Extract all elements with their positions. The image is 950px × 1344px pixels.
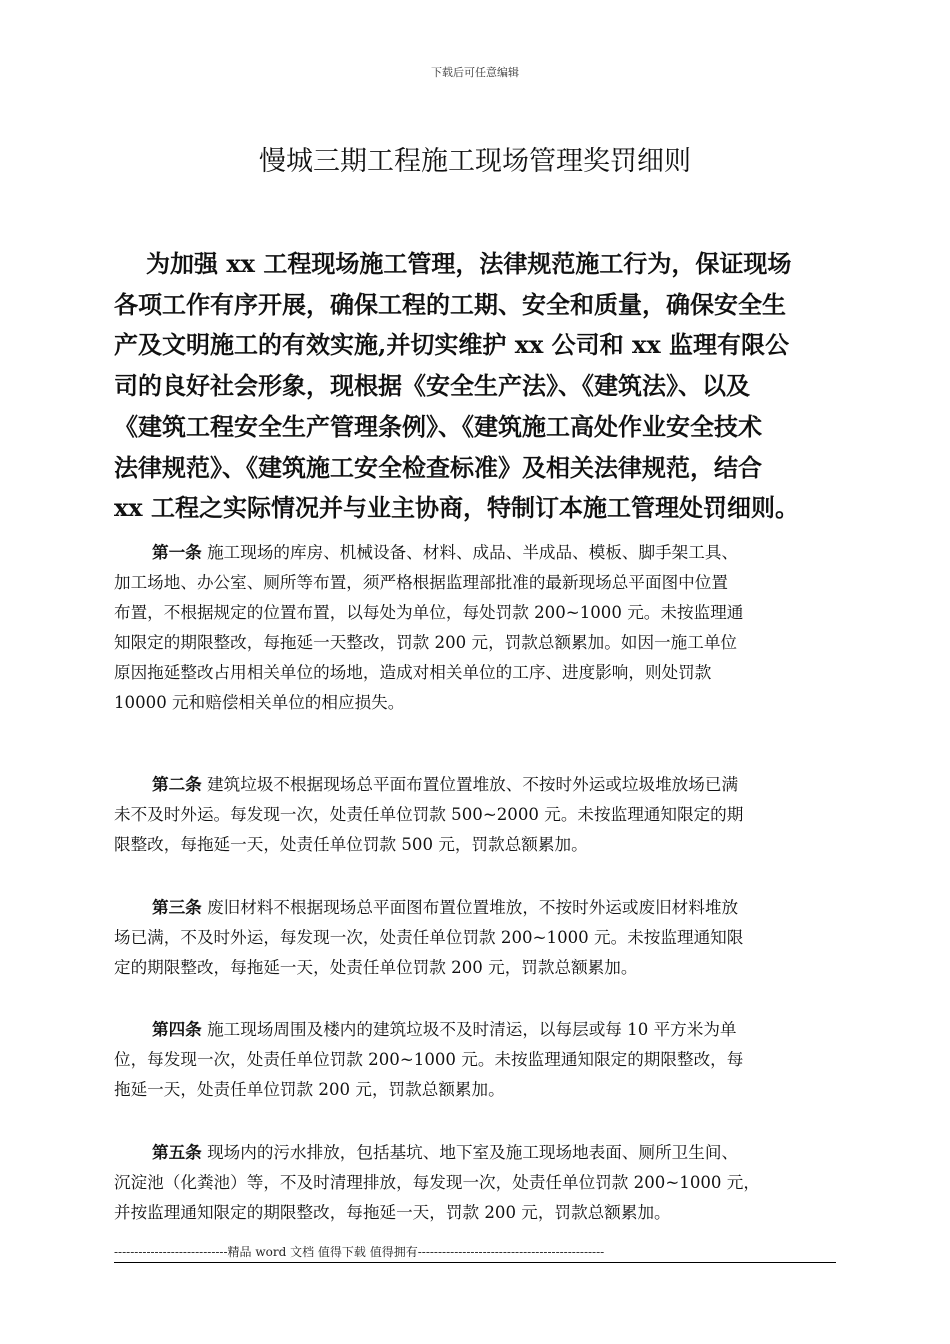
article-line <box>114 892 836 923</box>
article-1 <box>114 537 836 718</box>
intro-line: 为加强 xx 工程现场施工管理，法律规范施工行为，保证现场 <box>146 249 792 278</box>
article-line <box>114 1137 836 1168</box>
article-5 <box>114 1137 836 1228</box>
article-line: 拖延一天，处责任单位罚款 200 元，罚款总额累加。 <box>114 1080 505 1099</box>
article-label: 第三条 <box>152 897 202 917</box>
intro-line: xx 工程之实际情况并与业主协商，特制订本施工管理处罚细则。 <box>114 493 799 523</box>
article-4 <box>114 1014 836 1105</box>
footer-divider <box>114 1262 836 1263</box>
article-line: 未不及时外运。每发现一次，处责任单位罚款 500~2000 元。未按监理通知限定的期 <box>114 805 744 824</box>
article-line: 位，每发现一次，处责任单位罚款 200~1000 元。未按监理通知限定的期限整改，每 <box>114 1050 744 1069</box>
article-label: 第四条 <box>152 1019 202 1039</box>
article-text: 施工现场周围及楼内的建筑垃圾不及时清运，以每层或每 10 平方米为单 <box>207 1020 737 1039</box>
article-line: 原因拖延整改占用相关单位的场地，造成对相关单位的工序、进度影响，则处罚款 <box>114 663 712 682</box>
article-line: 加工场地、办公室、厕所等布置，须严格根据监理部批准的最新现场总平面图中位置 <box>114 573 728 592</box>
article-line <box>114 537 836 568</box>
article-2 <box>114 769 836 860</box>
intro-line: 司的良好社会形象，现根据《安全生产法》、《建筑法》、以及 <box>114 371 750 401</box>
article-text: 施工现场的库房、机械设备、材料、成品、半成品、模板、脚手架工具、 <box>207 543 739 562</box>
article-line: 沉淀池（化粪池）等，不及时清理排放，每发现一次，处责任单位罚款 200~1000 元， <box>114 1173 760 1192</box>
article-line: 并按监理通知限定的期限整改，每拖延一天，罚款 200 元，罚款总额累加。 <box>114 1203 671 1222</box>
article-line: 定的期限整改，每拖延一天，处责任单位罚款 200 元，罚款总额累加。 <box>114 958 638 977</box>
article-label: 第一条 <box>152 542 202 562</box>
document-title: 慢城三期工程施工现场管理奖罚细则 <box>259 146 691 177</box>
intro-line: 《建筑工程安全生产管理条例》、《建筑施工高处作业安全技术 <box>114 411 762 441</box>
footer-note: ----------------------------精品 word 文档 值得下载 值得拥有---------------------------------------------- <box>114 1245 605 1259</box>
article-line: 场已满，不及时外运，每发现一次，处责任单位罚款 200~1000 元。未按监理通知限 <box>114 928 744 947</box>
intro-line: 法律规范》、《建筑施工安全检查标准》及相关法律规范，结合 <box>114 452 762 482</box>
article-text: 废旧材料不根据现场总平面图布置位置堆放，不按时外运或废旧材料堆放 <box>207 898 739 917</box>
intro-paragraph <box>114 244 836 529</box>
article-line: 限整改，每拖延一天，处责任单位罚款 500 元，罚款总额累加。 <box>114 835 588 854</box>
article-label: 第五条 <box>152 1142 202 1162</box>
article-line <box>114 1014 836 1045</box>
article-text: 现场内的污水排放，包括基坑、地下室及施工现场地表面、厕所卫生间、 <box>207 1143 739 1162</box>
article-line: 10000 元和赔偿相关单位的相应损失。 <box>114 693 405 712</box>
header-note: 下载后可任意编辑 <box>431 66 519 79</box>
article-text: 建筑垃圾不根据现场总平面布置位置堆放、不按时外运或垃圾堆放场已满 <box>207 775 739 794</box>
article-label: 第二条 <box>152 774 202 794</box>
article-line: 布置，不根据规定的位置布置，以每处为单位，每处罚款 200~1000 元。未按监理通 <box>114 603 744 622</box>
article-line <box>114 769 836 800</box>
intro-line: 各项工作有序开展，确保工程的工期、安全和质量，确保安全生 <box>114 289 786 319</box>
article-3 <box>114 892 836 983</box>
article-line: 知限定的期限整改，每拖延一天整改，罚款 200 元，罚款总额累加。如因一施工单位 <box>114 633 738 652</box>
intro-line: 产及文明施工的有效实施,并切实维护 xx 公司和 xx 监理有限公 <box>114 330 790 360</box>
